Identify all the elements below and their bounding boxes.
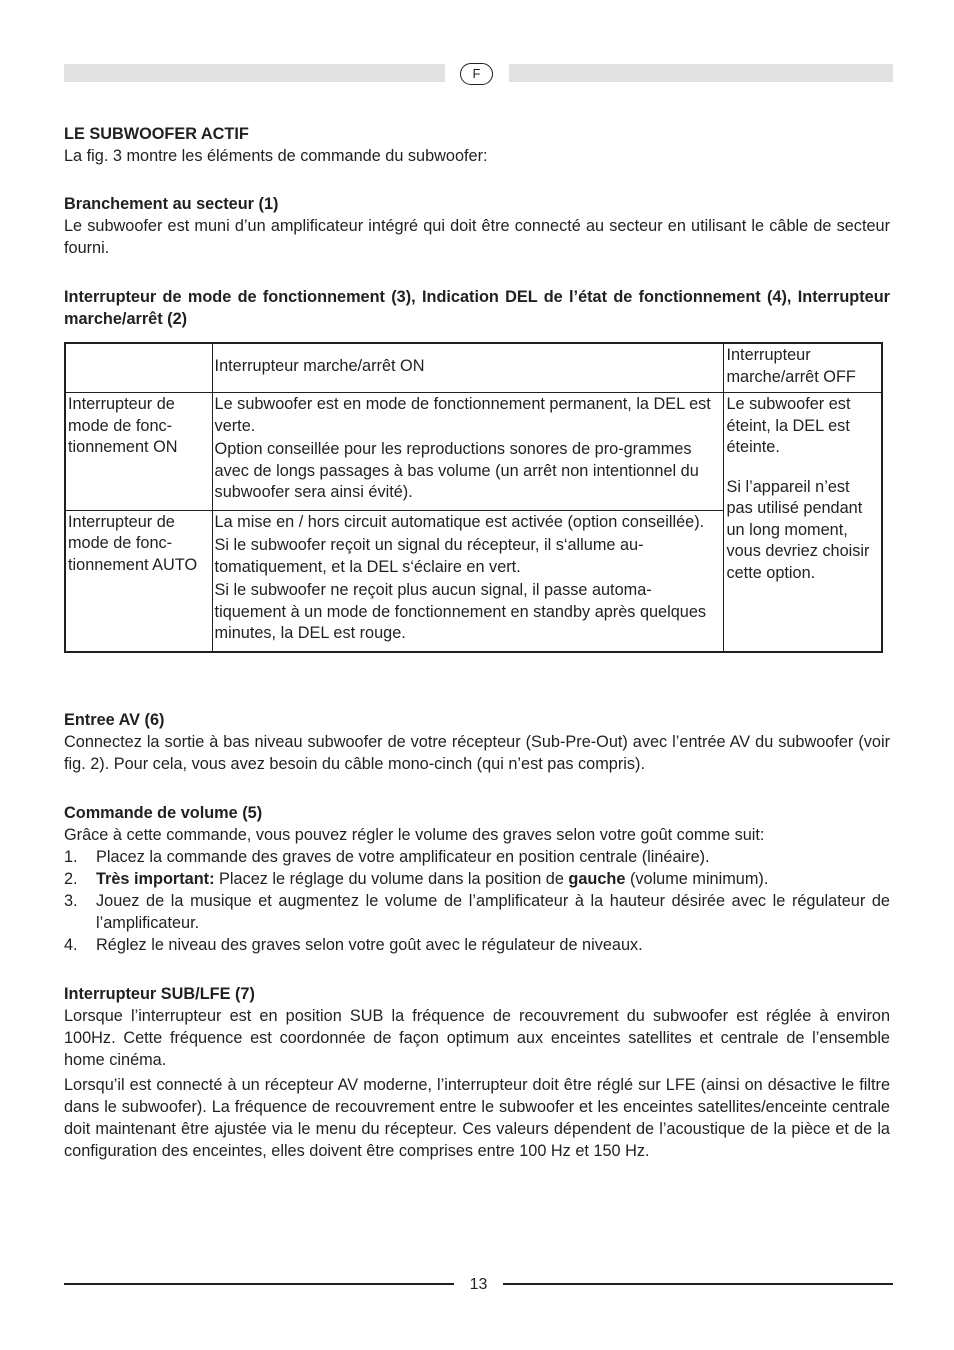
cell-paragraph: Le subwoofer est en mode de fonctionnement permanent, la DEL est verte. [214, 395, 711, 435]
table-header-off: Interrupteur marche/arrêt OFF [724, 343, 882, 393]
list-number: 2. [64, 870, 78, 888]
table-header-empty [65, 343, 212, 393]
row-label-mode-on: Interrupteur de mode de fonc-tionnement ON [65, 393, 212, 511]
section-title-sub-lfe: Interrupteur SUB/LFE (7) [64, 985, 255, 1003]
list-item [64, 868, 890, 890]
cell-paragraph: Si le subwoofer ne reçoit plus aucun signal, il passe automa-tiquement à un mode de fonctionnement en standby après quelques minutes, la DEL est rouge. [214, 581, 707, 642]
section-title-subwoofer: LE SUBWOOFER ACTIF [64, 125, 249, 143]
lower-content [64, 709, 890, 1162]
off-cell [724, 393, 882, 652]
list-text: (volume minimum). [625, 870, 769, 888]
cell-paragraph: Si l’appareil n’est pas utilisé pendant un long moment, vous devriez choisir cette option. [726, 477, 870, 582]
table-header-on: Interrupteur marche/arrêt ON [212, 343, 724, 393]
mode-table [64, 342, 883, 653]
list-number: 4. [64, 936, 78, 954]
section-title-switches: Interrupteur de mode de fonctionnement (3), Indication DEL de l’état de fonctionnement (4), Interrupteur marche/arrêt (2) [64, 288, 890, 328]
page-number: 13 [469, 1276, 488, 1293]
section-intro: La fig. 3 montre les éléments de commande du subwoofer: [64, 147, 488, 165]
section-intro-volume: Grâce à cette commande, vous pouvez régler le volume des graves selon votre goût comme suit: [64, 826, 765, 844]
volume-steps-list [64, 846, 890, 956]
table-header-row [65, 343, 882, 393]
section-title-volume: Commande de volume (5) [64, 804, 263, 822]
list-item [64, 890, 890, 934]
header-bar-right [509, 64, 893, 82]
footer-line-right [503, 1283, 893, 1285]
list-bold: gauche [568, 870, 626, 888]
header-bar-left [64, 64, 445, 82]
table-row [65, 393, 882, 511]
footer-line-left [64, 1283, 454, 1285]
cell-paragraph: La mise en / hors circuit automatique est activée (option conseillée). [214, 512, 705, 531]
list-item [64, 846, 890, 868]
language-badge: F [460, 63, 493, 85]
list-number: 3. [64, 892, 78, 910]
row-cell-mode-on [212, 393, 724, 511]
cell-paragraph: Le subwoofer est éteint, la DEL est éteinte. [726, 395, 851, 456]
list-bold: Très important: [96, 870, 215, 888]
cell-paragraph: Option conseillée pour les reproductions sonores de pro-grammes avec de longs passages à bas volume (un arrêt non intentionnel du subwoofer sera ainsi évité). [214, 440, 699, 501]
section-title-mains: Branchement au secteur (1) [64, 195, 279, 213]
list-text: Placez le réglage du volume dans la position de [214, 870, 569, 888]
list-item [64, 934, 890, 956]
list-number: 1. [64, 848, 78, 866]
row-cell-mode-auto [212, 510, 724, 652]
list-text: Placez la commande des graves de votre amplificateur en position centrale (linéaire). [96, 848, 710, 866]
section-text-mains: Le subwoofer est muni d’un amplificateur intégré qui doit être connecté au secteur en utilisant le câble de secteur fourni. [64, 217, 890, 257]
section-title-av: Entree AV (6) [64, 711, 165, 729]
section-text-sub-lfe-1: Lorsque l’interrupteur est en position SUB la fréquence de recouvrement du subwoofer est réglée à environ 100Hz. Cette fréquence est coordonnée de façon optimum aux enceintes satellites et centrale de l’ensemble home cinéma. [64, 1007, 890, 1069]
list-text: Jouez de la musique et augmentez le volume de l’amplificateur à la hauteur désirée avec le régulateur de l’amplificateur. [96, 892, 890, 932]
upper-content [64, 123, 890, 330]
list-text: Réglez le niveau des graves selon votre goût avec le régulateur de niveaux. [96, 936, 643, 954]
cell-paragraph: Si le subwoofer reçoit un signal du récepteur, il s‘allume au-tomatiquement, et la DEL s‘éclaire en vert. [214, 536, 644, 576]
section-text-av: Connectez la sortie à bas niveau subwoofer de votre récepteur (Sub-Pre-Out) avec l’entrée AV du subwoofer (voir fig. 2). Pour cela, vous avez besoin du câble mono-cinch (qui n’est pas compris). [64, 733, 890, 773]
row-label-mode-auto: Interrupteur de mode de fonc-tionnement AUTO [65, 510, 212, 652]
section-text-sub-lfe-2: Lorsqu’il est connecté à un récepteur AV moderne, l’interrupteur doit être réglé sur LFE (ainsi on désactive le filtre dans le subwoofer). La fréquence de recouvrement entre le subwoofer et les enceintes satellites/enceinte centrale doit maintenant être ajustée via le menu du récepteur. Ces valeurs dépendent de l’acoustique de la pièce et de la configuration des enceintes, elles doivent être comprises entre 100 Hz et 150 Hz. [64, 1076, 890, 1160]
